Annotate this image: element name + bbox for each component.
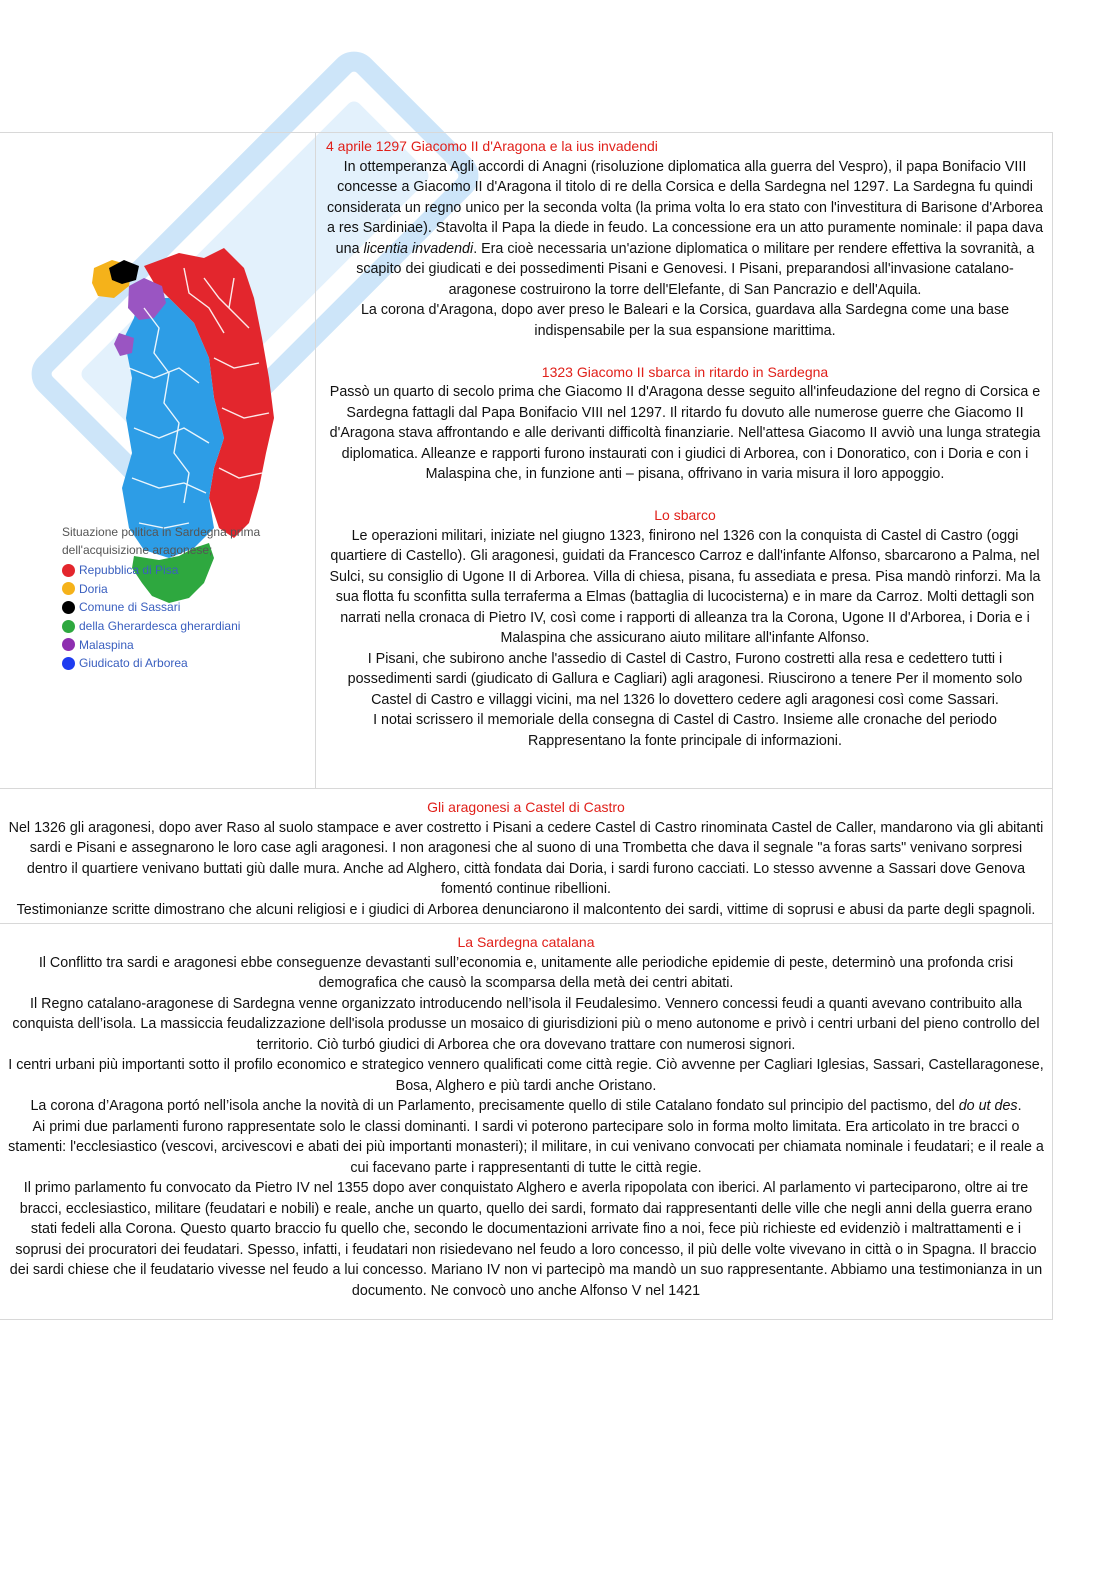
section-paragraph: Le operazioni militari, iniziate nel giugno 1323, finirono nel 1326 con la conquista di Castel di Castro (oggi quartiere di Castello). Gli aragonesi, guidati da Francesco Carroz e dall'infante Alfonso, sbarcarono a Palma, nel Sulci, su consiglio di Ugone II di Arborea. Villa di chiesa, pisana, fu assediata e presa. Pisa mandò rinforzi. Ma la sua flotta fu sconfitta sulla terraferma a Elmas (battaglia di lucocisterna) e in mare da Carroz. Molti dettagli son narrati nella cronaca di Pietro IV, così come i rapporti di alleanza tra la Corona, Ugone II d'Arborea, i Doria e i Malaspina che assicurano aiuto militare all'infante Alfonso. bbox=[329, 527, 1041, 646]
legend-item-malaspina bbox=[62, 635, 260, 654]
legend-dot bbox=[62, 657, 75, 670]
legend-label: Comune di Sassari bbox=[79, 600, 181, 615]
paragraph-text: . bbox=[1017, 1098, 1022, 1114]
section-title: Gli aragonesi a Castel di Castro bbox=[427, 799, 625, 815]
section-paragraph bbox=[326, 157, 1044, 301]
legend-item-gherardesca bbox=[62, 617, 260, 636]
paragraph-text: . Era cioè necessaria un'azione diplomatica o militare per rendere effettiva la sovranità, a scapito dei giudicati e dei possedimenti Pisani e Genovesi. I Pisani, preparandosi all'invasione catalano-aragonese costruirono la torre dell'Elefante, di San Pancrazio e dell'Aquila. bbox=[356, 240, 1035, 298]
legend-dot bbox=[62, 601, 75, 614]
section-sardegna-catalana bbox=[0, 924, 1053, 1320]
map-legend bbox=[62, 523, 260, 673]
paragraph-text: In ottemperanza Agli accordi di Anagni (risoluzione diplomatica alla guerra del Vespro), il papa Bonifacio VIII concesse a Giacomo II d'Aragona il titolo di re della Corsica e della Sardegna nel 1297. La Sardegna fu quindi considerata un regno unico per la seconda volta (la prima volta lo era stato con l'investitura di Barisone d'Arborea a res Sardiniae). Stavolta il Papa la diede in feudo. La concessione era un atto puramente nominale: il papa dava una bbox=[326, 158, 1044, 257]
table-row-top bbox=[0, 133, 1053, 789]
legend-item-sassari bbox=[62, 598, 260, 617]
legend-label: Malaspina bbox=[79, 637, 134, 652]
legend-title-line: dell'acquisizione aragonese; bbox=[62, 543, 213, 557]
spacer bbox=[326, 485, 1044, 506]
section-paragraph: I centri urbani più importanti sotto il profilo economico e strategico vennero qualificati come città regie. Ciò avvenne per Cagliari Iglesias, Sassari, Castellaragonese, Bosa, Alghero e più tardi anche Oristano. bbox=[8, 1057, 1044, 1094]
section-paragraph bbox=[8, 1096, 1044, 1117]
section-paragraph: Il Conflitto tra sardi e aragonesi ebbe conseguenze devastanti sull’economia e, unitamente alle periodiche epidemie di peste, determinò una profonda crisi demografica che causò la scomparsa della metà dei centri abitati. bbox=[38, 954, 1014, 991]
section-paragraph: Il Regno catalano-aragonese di Sardegna venne organizzato introducendo nell’isola il Feudalesimo. Vennero concessi feudi a quanti avevano contribuito alla conquista dell’isola. La massiccia feudalizzazione dell'isola produsse un mosaico di giurisdizioni più o meno autonome e privò i centri urbani del pieno controllo del territorio. Ciò turbó giudici di Arborea che ora dovevano trattare con numerosi signori. bbox=[12, 995, 1040, 1053]
section-title: 4 aprile 1297 Giacomo II d'Aragona e la ius invadendi bbox=[326, 138, 658, 154]
legend-dot bbox=[62, 582, 75, 595]
section-paragraph: Ai primi due parlamenti furono rappresentate solo le classi dominanti. I sardi vi poterono partecipare solo in forma molto limitata. Era articolato in tre bracci o stamenti: l'ecclesiastico (vescovi, arcivescovi e abati dei più importanti monasteri); il militare, in cui venivano convocati per chiamata nominale i feudatari; e il reale a cui facevano parte i rappresentanti di tutte le città regie. bbox=[8, 1118, 1044, 1176]
legend-item-arborea bbox=[62, 654, 260, 673]
legend-label: Repubblica di Pisa bbox=[79, 563, 179, 578]
section-title: La Sardegna catalana bbox=[457, 934, 595, 950]
section-paragraph: Testimonianze scritte dimostrano che alcuni religiosi e i giudici di Arborea denunciarono il malcontento dei sardi, vittime di soprusi e abusi da parte degli spagnoli. bbox=[16, 901, 1036, 918]
legend-item-doria bbox=[62, 580, 260, 599]
legend-title-line: Situazione politica in Sardegna prima bbox=[62, 525, 261, 539]
section-paragraph: Il primo parlamento fu convocato da Pietro IV nel 1355 dopo aver conquistato Alghero e averla ripopolata con iberici. Al parlamento vi parteciparono, oltre ai tre bracci, ecclesiastico, militare (feudatari e nobili) e reale, anche un quarto, quello dei sardi, formato dai rappresentanti delle ville che negli anni della guerra erano stati fedeli alla Corona. Questo quarto braccio fu quello che, secondo le documentazioni arrivate fino a noi, fece più richieste ed evidenziò i maltrattamenti e i soprusi dei procuratori dei feudatari. Spesso, infatti, i feudatari non risiedevano nel feudo a loro concesso, il più delle volte vivevano in città o in Spagna. Il braccio dei sardi chiese che il feudatario vivesse nel feudo a lui concesso. Mariano IV non vi partecipò ma mandò un suo rappresentante. Abbiamo una testimonianza in un documento. Ne convocò uno anche Alfonso V nel 1421 bbox=[9, 1180, 1043, 1299]
legend-label: della Gherardesca gherardiani bbox=[79, 619, 241, 634]
section-paragraph: I notai scrissero il memoriale della consegna di Castel di Castro. Insieme alle cronache del periodo Rappresentano la fonte principale di informazioni. bbox=[373, 712, 997, 749]
content-table bbox=[0, 132, 1053, 1320]
legend-dot bbox=[62, 564, 75, 577]
section-paragraph: I Pisani, che subirono anche l'assedio di Castel di Castro, Furono costretti alla resa e cedettero tutti i possedimenti sardi (giudicato di Gallura e Cagliari) agli aragonesi. Riuscirono a tenere Per il momento solo Castel di Castro e villaggi vicini, ma nel 1326 lo dovettero cedere agli aragonesi così come Sassari. bbox=[347, 650, 1023, 708]
italic-term: do ut des bbox=[958, 1098, 1018, 1114]
legend-label: Giudicato di Arborea bbox=[79, 656, 188, 671]
map-cell bbox=[0, 133, 316, 788]
legend-title bbox=[62, 523, 260, 559]
section-paragraph: Nel 1326 gli aragonesi, dopo aver Raso al suolo stampace e aver costretto i Pisani a cedere Castel di Castro rinominata Castel de Caller, mandarono via gli abitanti sardi e Pisani e assegnarono le loro case agli aragonesi. I non aragonesi che al suono di una Trombetta che dava il segnale "a foras sarts" venivano sorpresi dentro il quartiere venivano buttati giù dalle mura. Anche ad Alghero, città fondata dai Doria, i sardi furono cacciati. Lo stesso avvenne a Sassari dove Genova fomentó continue ribellioni. bbox=[8, 819, 1044, 897]
section-paragraph: La corona d'Aragona, dopo aver preso le Baleari e la Corsica, guardava alla Sardegna come una base indispensabile per la sua espansione marittima. bbox=[360, 302, 1010, 339]
legend-item-pisa bbox=[62, 561, 260, 580]
text-cell-top bbox=[316, 133, 1053, 788]
section-paragraph: Passò un quarto di secolo prima che Giacomo II d'Aragona desse seguito all'infeudazione del regno di Corsica e Sardegna fattagli dal Papa Bonifacio VIII nel 1297. Il ritardo fu dovuto alle numerose guerre che Giacomo II d'Aragona stava affrontando e alle derivanti difficoltà finanziarie. Nell'attesa Giacomo II avviò una lunga strategia diplomatica. Alleanze e rapporti furono instaurati con i giudici di Arborea, con i Donoratico, con i Doria e con i Malaspina che, in funzione anti – pisana, offrivano in varia misura il loro appoggio. bbox=[329, 384, 1041, 482]
italic-term: licentia invadendi bbox=[363, 240, 474, 257]
section-title: Lo sbarco bbox=[654, 507, 716, 523]
paragraph-text: La corona d’Aragona portó nell’isola anche la novità di un Parlamento, precisamente quello di stile Catalano fondato sul principio del pactismo, del bbox=[30, 1098, 959, 1114]
section-title: 1323 Giacomo II sbarca in ritardo in Sardegna bbox=[541, 363, 829, 380]
legend-label: Doria bbox=[79, 581, 108, 596]
section-castel-di-castro bbox=[0, 789, 1053, 924]
legend-dot bbox=[62, 620, 75, 633]
legend-dot bbox=[62, 638, 75, 651]
spacer bbox=[326, 341, 1044, 362]
